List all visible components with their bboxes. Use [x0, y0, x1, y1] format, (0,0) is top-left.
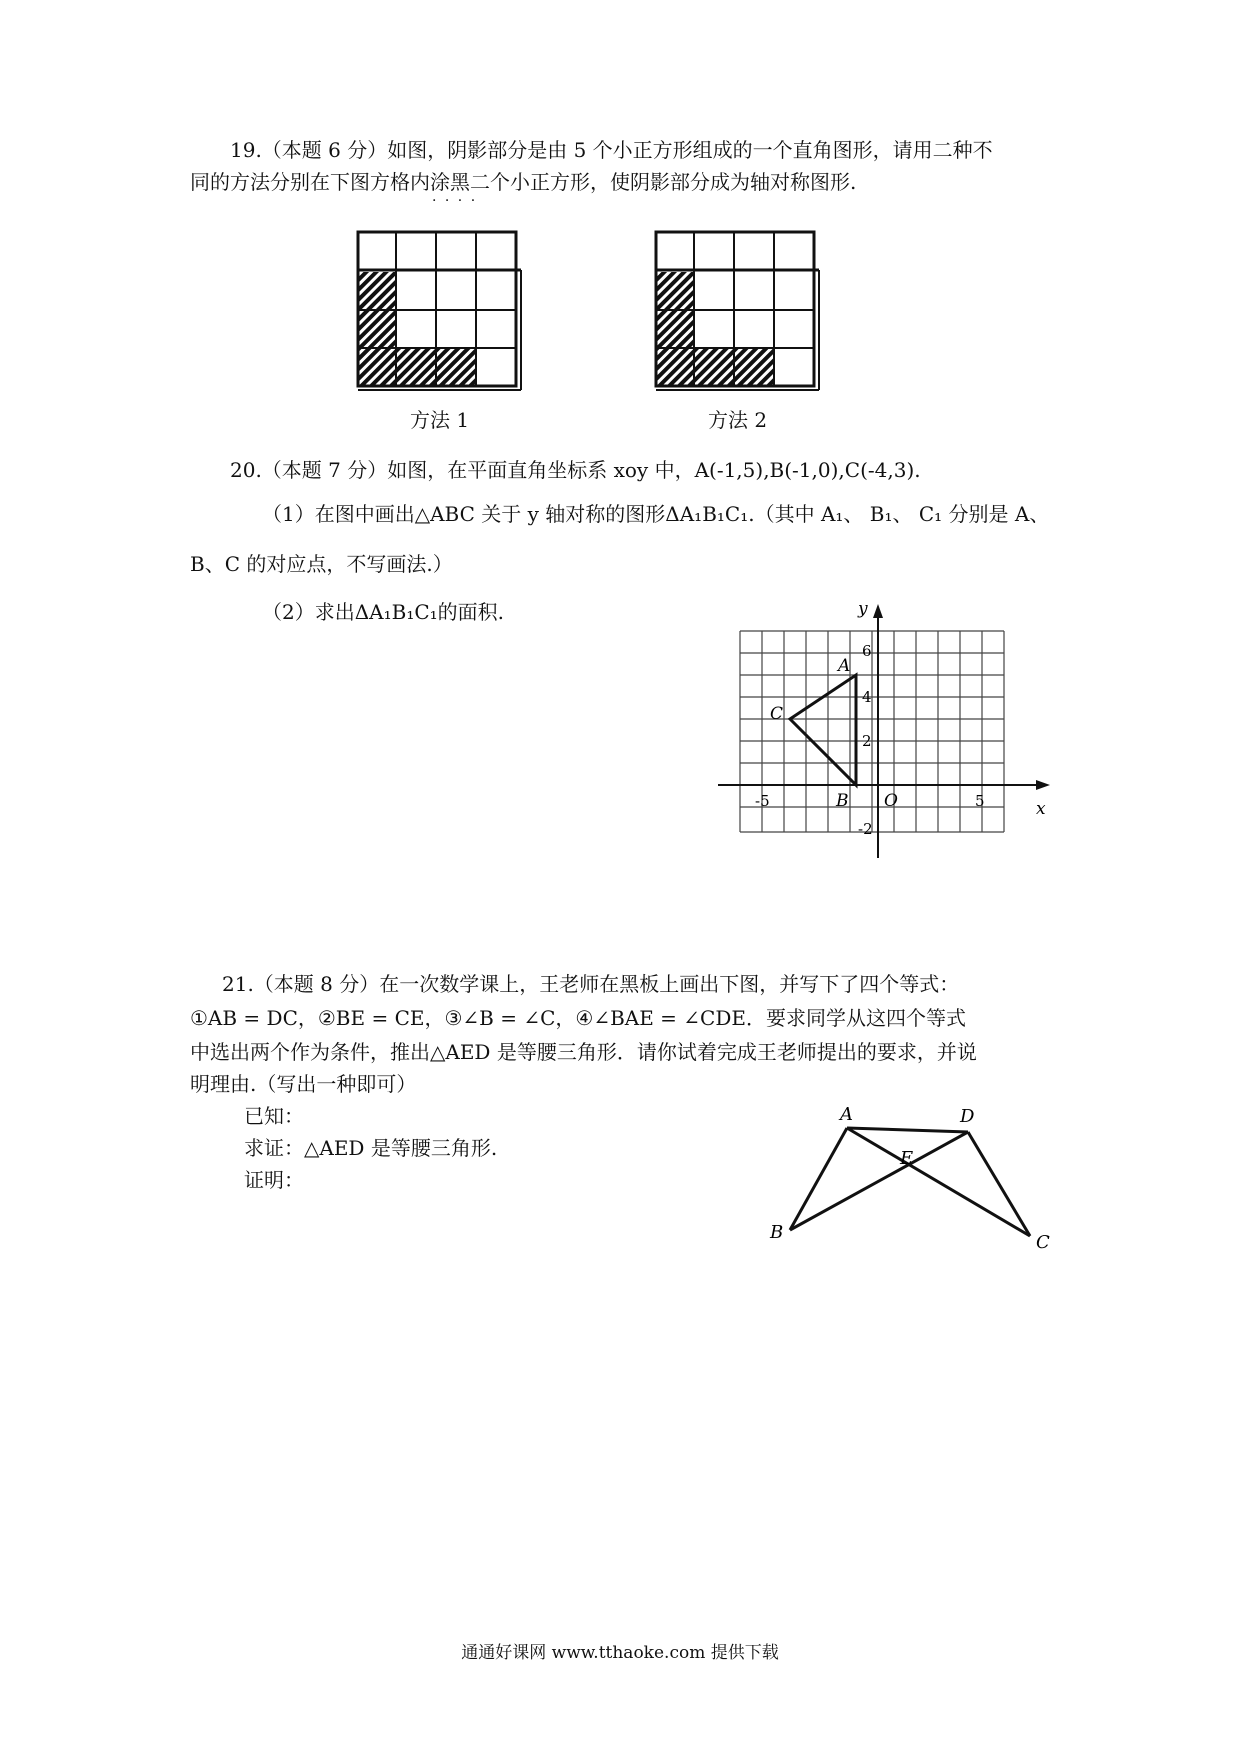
shaded-cell	[436, 348, 476, 386]
q19-line2-a: 同的方法分别在下图方格内	[190, 170, 430, 194]
shaded-cell	[694, 348, 734, 386]
q19-grid-method-1	[356, 230, 526, 396]
shaded-cell	[358, 310, 396, 348]
q20-part1-a: （1）在图中画出△ABC 关于 y 轴对称的图形ΔA₁B₁C₁.（其中 A₁、 B₁、 C₁ 分别是 A、	[262, 502, 1050, 526]
point-d-label: D	[960, 1106, 975, 1127]
shaded-cell	[358, 348, 396, 386]
q19-caption-method-2: 方法 2	[708, 408, 768, 432]
tick-label-neg2: -2	[858, 820, 873, 838]
q20-line1: 20.（本题 7 分）如图，在平面直角坐标系 xoy 中，A(-1,5),B(-1,0),C(-4,3).	[230, 458, 921, 482]
y-axis	[873, 604, 883, 858]
q21-line2: ①AB = DC，②BE = CE，③∠B = ∠C，④∠BAE = ∠CDE．要求同学从这四个等式	[190, 1006, 966, 1030]
tick-label-6: 6	[862, 642, 872, 660]
triangle-abc	[790, 675, 856, 785]
segment-ad	[847, 1128, 968, 1132]
point-b-label: B	[770, 1222, 784, 1243]
point-e-label: E	[900, 1148, 914, 1169]
q19-grid-method-2	[654, 230, 824, 396]
x-axis	[718, 780, 1050, 790]
page-footer: 通通好课网 www.tthaoke.com 提供下载	[461, 1643, 779, 1663]
origin-label: O	[884, 791, 898, 811]
segment-dc	[968, 1132, 1030, 1236]
x-axis-label: x	[1036, 799, 1046, 819]
tick-label-5: 5	[975, 792, 985, 810]
shaded-cell	[656, 272, 694, 310]
shaded-cell	[396, 348, 436, 386]
q19-line1: 19.（本题 6 分）如图，阴影部分是由 5 个小正方形组成的一个直角图形，请用二种不	[230, 138, 993, 162]
grid-lines	[740, 631, 1004, 832]
shaded-cell	[656, 348, 694, 386]
q21-line4: 明理由.（写出一种即可）	[190, 1072, 417, 1096]
point-c-label: C	[1036, 1232, 1050, 1250]
q19-caption-method-1: 方法 1	[410, 408, 470, 432]
q20-part2: （2）求出ΔA₁B₁C₁的面积.	[262, 600, 505, 624]
q19-line2-emphasis: 涂黑二个 · · · ·	[430, 170, 510, 194]
shaded-cell	[656, 310, 694, 348]
tick-label-neg5: -5	[755, 792, 770, 810]
vertex-c-label: C	[770, 704, 784, 724]
shaded-cell	[358, 272, 396, 310]
q21-proof: 证明：	[244, 1168, 304, 1192]
q20-part1-b: B、C 的对应点，不写画法.）	[190, 552, 453, 576]
y-axis-label: y	[858, 599, 868, 619]
q21-given: 已知：	[244, 1104, 304, 1128]
q21-line1: 21.（本题 8 分）在一次数学课上，王老师在黑板上画出下图，并写下了四个等式：	[222, 972, 960, 996]
point-a-label: A	[840, 1104, 853, 1125]
q19-line2-b: 小正方形，使阴影部分成为轴对称图形.	[510, 170, 857, 194]
tick-label-4: 4	[862, 688, 872, 706]
vertex-a-label: A	[838, 656, 851, 676]
q20-coordinate-grid	[710, 596, 1060, 860]
q21-figure	[760, 1100, 1060, 1250]
q21-line3: 中选出两个作为条件，推出△AED 是等腰三角形．请你试着完成王老师提出的要求，并说	[190, 1040, 977, 1064]
q21-prove: 求证：△AED 是等腰三角形.	[244, 1136, 498, 1160]
shaded-cell	[734, 348, 774, 386]
vertex-b-label: B	[836, 791, 849, 811]
q19-line2	[190, 168, 856, 196]
tick-label-2: 2	[862, 732, 872, 750]
